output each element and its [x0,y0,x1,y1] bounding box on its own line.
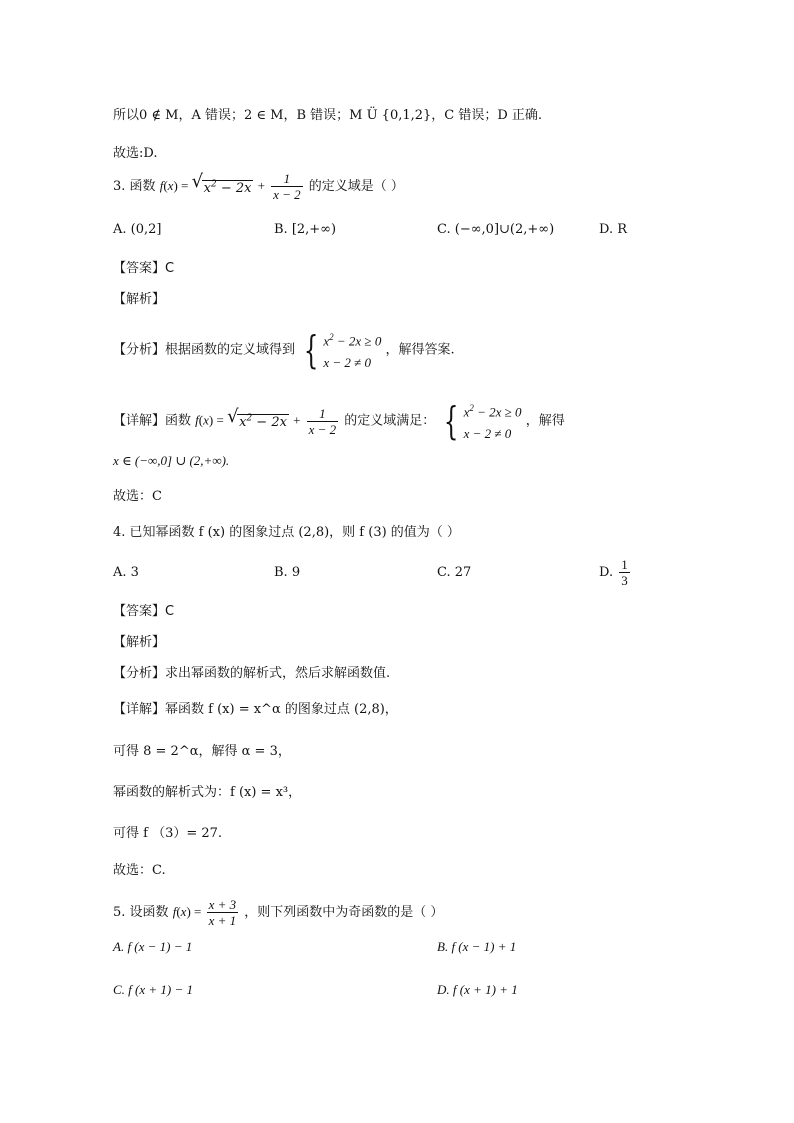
fenxi-tag: 【分析】 [113,342,166,358]
q4-option-c: C. 27 [437,565,472,580]
xiangjie-tag: 【详解】 [113,702,166,717]
q5-fraction: $\frac{x + 3}{x + 1}$ [208,897,237,928]
q3-fraction: $\frac{1}{x - 2}$ [273,171,301,202]
q3-stem-prefix: 3. 函数 [113,179,156,194]
q3-func: f [159,178,164,193]
fenxi-text: 求出幂函数的解析式，然后求解函数值. [165,666,391,681]
q5-option-b: B. f (x − 1) + 1 [437,939,517,954]
answer-tag: 【答案】 [113,261,166,276]
q4-option-d-label: D. [599,565,614,580]
answer-tag: 【答案】 [113,604,166,619]
q4-step2: 幂函数的解析式为：f (x) = x³， [113,785,302,800]
answer-value: C [165,261,175,276]
q4-xiangjie [113,700,398,720]
q3-result: x ∈ (−∞,0] ∪ (2,+∞). [113,453,230,468]
intro-choose: 故选:D. [113,146,158,161]
q4-stem: 4. 已知幂函数 f (x) 的图象过点 (2,8)，则 f (3) 的值为（ ） [113,525,460,540]
xiangjie-text: 幂函数 f (x) = x^α 的图象过点 (2,8)， [165,702,398,717]
q3-option-d: D. R [599,222,628,237]
xiangjie-text-2: 的定义域满足： [344,413,436,429]
q3-sqrt-2: √ $x^2 - 2x$ [227,406,287,431]
q4-answer [113,602,174,622]
q4-fenxi [113,664,390,684]
fenxi-text-2: ，解得答案. [385,342,455,358]
fenxi-tag: 【分析】 [113,666,166,681]
fenxi-text: 根据函数的定义域得到 [165,342,296,358]
q4-choose: 故选：C. [113,863,166,878]
q5-stem: 5. 设函数 f(x) = $\frac{x + 3}{x + 1}$ ，则下列函数中为奇函数的是（ ） [113,897,444,928]
q5-option-d: D. f (x + 1) + 1 [437,982,518,997]
q4-step3: 可得 f （3）= 27. [113,826,223,841]
q3-option-c: C. (−∞,0]∪(2,+∞) [437,222,555,237]
q3-fenxi [113,326,455,374]
q4-option-a: A. 3 [113,565,139,580]
q3-system: { $x^2 - 2x \ge 0$ x − 2 ≠ 0 [304,328,382,373]
q3-xiangjie: 【详解】函数 f(x) = √ $x^2 - 2x$ + $\frac{1}{x - 2}$ 的定义域满足： { $x^2 - 2x \ge 0$ x − 2 ≠ 0 ，解得 [113,397,565,445]
q3-fraction-2: $\frac{1}{x - 2}$ [308,405,337,437]
q5-stem-suffix: ，则下列函数中为奇函数的是（ ） [244,905,444,920]
q4-option-d [599,557,632,588]
answer-value: C [165,604,175,619]
intro-line: 所以0 ∉ M，A 错误；2 ∈ M，B 错误；M Ü {0,1,2}，C 错误；D 正确. [113,108,543,123]
xiangjie-tag: 【详解】 [113,413,166,429]
q3-choose: 故选：C [113,489,162,504]
xiangjie-text: 函数 [165,413,192,429]
q5-option-c: C. f (x + 1) − 1 [113,982,194,997]
q4-option-d-fraction: $\frac{1}{3}$ [621,557,628,588]
q5-stem-prefix: 5. 设函数 [113,905,169,920]
q3-sqrt: √ $x^2 - 2x$ [191,171,252,196]
q4-step1: 可得 8 = 2^α，解得 α = 3， [113,744,291,759]
q4-analysis-tag: 【解析】 [113,635,166,650]
q3-answer [113,259,174,279]
q3-stem: 3. 函数 f(x) = √ $x^2 - 2x$ + $\frac{1}{x - 2}$ 的定义域是（ ） [113,171,404,202]
q3-stem-suffix: 的定义域是（ ） [308,179,404,194]
q3-analysis-tag: 【解析】 [113,292,166,307]
q3-option-b: B. [2,+∞) [274,222,337,237]
q4-option-b: B. 9 [274,565,301,580]
q5-option-a: A. f (x − 1) − 1 [113,939,193,954]
xiangjie-text-3: ，解得 [525,413,565,429]
q3-option-a: A. (0,2] [113,222,162,237]
q3-system-2: { $x^2 - 2x \ge 0$ x − 2 ≠ 0 [444,399,522,444]
